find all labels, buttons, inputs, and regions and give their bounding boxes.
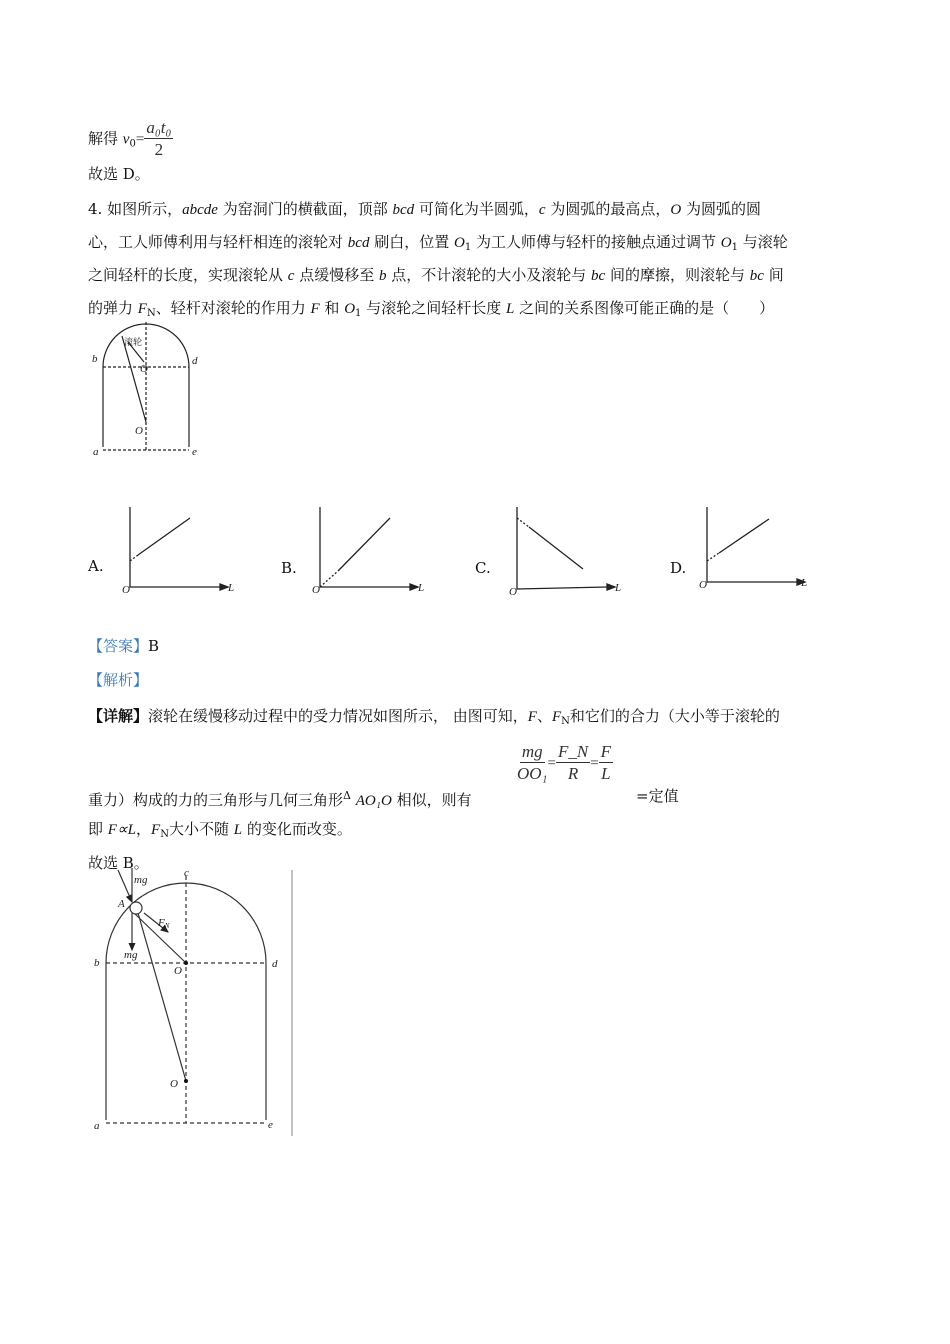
t: abcde	[182, 202, 218, 218]
t: bc	[591, 268, 606, 284]
d: L	[601, 764, 611, 783]
label-o1: O	[170, 1078, 178, 1090]
axis-label: L	[418, 582, 425, 594]
t: bcd	[392, 202, 415, 218]
axis-label: L	[228, 582, 235, 594]
frac-mg	[517, 742, 547, 785]
d: OO₁	[517, 764, 548, 783]
t: F	[551, 709, 562, 725]
label-a: a	[93, 446, 99, 458]
choose-d: 故选 D。	[88, 165, 150, 183]
n: F	[600, 742, 612, 761]
t: c	[538, 202, 546, 218]
denominator: 2	[154, 140, 164, 159]
t: 1	[731, 242, 738, 253]
roller-label: 滚轮	[124, 337, 143, 347]
q4-line2	[88, 232, 788, 258]
label-mg-top: mg	[134, 874, 148, 886]
t: 和它们的合力（大小等于滚轮的	[569, 707, 780, 725]
t: 的弹力	[88, 299, 138, 317]
t: 和	[319, 299, 345, 317]
label-mg: mg	[124, 949, 138, 961]
t: 点缓慢移至	[294, 266, 379, 284]
t: N	[160, 829, 169, 840]
option-b-label[interactable]: B.	[281, 559, 297, 577]
t: c	[287, 268, 295, 284]
t: L	[505, 301, 515, 317]
option-b-graph[interactable]	[310, 505, 425, 600]
origin-label: O	[122, 584, 130, 596]
label-o: O	[174, 965, 182, 977]
t: F	[158, 917, 165, 929]
t: N	[146, 308, 156, 319]
delta-symbol: Δ	[343, 789, 351, 802]
equals: =	[135, 131, 145, 148]
detail-line1	[88, 706, 780, 732]
t: N	[164, 922, 170, 930]
detail-line3	[88, 819, 352, 845]
origin-label: O	[312, 584, 320, 596]
t: F	[151, 822, 161, 838]
force-diagram	[88, 868, 298, 1143]
t: ，	[136, 820, 152, 838]
option-c-graph[interactable]	[507, 505, 622, 600]
t: 间的摩擦，则滚轮与	[605, 266, 750, 284]
label-o1: O	[135, 425, 143, 437]
eq: =	[547, 755, 556, 772]
t: O	[344, 301, 356, 317]
t: F	[310, 301, 320, 317]
ratio-formula	[517, 742, 613, 785]
t: 可简化为半圆弧，	[414, 200, 539, 218]
t: 相似，则有	[391, 791, 472, 809]
t: F	[527, 709, 537, 725]
q4-line4	[88, 298, 774, 324]
v0-symbol: v	[122, 131, 130, 148]
t: b	[379, 268, 387, 284]
t: 间	[763, 266, 784, 284]
arch-door-figure	[88, 322, 208, 462]
option-a-label[interactable]: A.	[88, 557, 104, 575]
q4-line3	[88, 265, 784, 286]
t: AO₁O	[355, 793, 392, 809]
t: O	[670, 202, 682, 218]
answer-tag: 【答案】	[88, 637, 149, 655]
t: 与滚轮之间轻杆长度	[361, 299, 506, 317]
axis-label: L	[615, 582, 622, 594]
label-o: O	[140, 363, 148, 375]
detail-line2	[88, 786, 472, 811]
axis-label: L	[801, 577, 808, 589]
t: 即	[88, 820, 108, 838]
label-e: e	[268, 1119, 273, 1131]
fraction	[144, 118, 173, 161]
label-fn	[157, 917, 170, 930]
t: 1	[355, 308, 362, 319]
t: 之间轻杆的长度，实现滚轮从	[88, 266, 288, 284]
t: 的变化而改变。	[242, 820, 352, 838]
t: 为工人师傅与轻杆的接触点通过调节	[471, 233, 721, 251]
t: 4. 如图所示，	[88, 200, 183, 218]
n: F_N	[557, 742, 589, 761]
label-d: d	[272, 958, 278, 970]
label-d: d	[192, 355, 198, 367]
t: 重力）构成的力的三角形与几何三角形	[88, 791, 344, 809]
t: L	[233, 822, 243, 838]
t: bc	[749, 268, 764, 284]
t: 为圆弧的圆	[681, 200, 761, 218]
sub: 0	[129, 138, 136, 150]
constant-text: =定值	[636, 787, 679, 805]
label-a: a	[94, 1120, 100, 1132]
answer-line	[88, 636, 159, 656]
label-b: b	[92, 353, 98, 365]
label-e: e	[192, 446, 197, 458]
frac-fn	[556, 742, 590, 785]
numerator: a₀t₀	[146, 118, 172, 137]
d: R	[567, 764, 579, 783]
option-c-label[interactable]: C.	[475, 559, 491, 577]
origin-label: O	[509, 586, 517, 598]
t: N	[561, 716, 570, 727]
t: F∝L	[107, 822, 137, 838]
label-c: c	[184, 867, 189, 879]
t: F	[137, 301, 147, 317]
t: 点，不计滚轮的大小及滚轮与	[386, 266, 592, 284]
t: 大小不随	[168, 820, 234, 838]
t: 与滚轮	[737, 233, 788, 251]
n: mg	[521, 742, 543, 761]
t: 、轻杆对滚轮的作用力	[155, 299, 311, 317]
label-a-point: A	[118, 898, 125, 910]
choose-b: 故选 B。	[88, 854, 149, 872]
option-d-label[interactable]: D.	[670, 559, 687, 577]
t: 1	[464, 242, 472, 253]
solve-line	[88, 118, 173, 161]
t: bcd	[347, 235, 370, 251]
t: 为圆弧的最高点，	[545, 200, 671, 218]
t: 心，工人师傅利用与轻杆相连的滚轮对	[88, 233, 348, 251]
answer-value: B	[148, 637, 160, 655]
text: 解得	[88, 129, 119, 148]
t: O	[720, 235, 732, 251]
t: 、	[536, 707, 552, 725]
t: 之间的关系图像可能正确的是（ ）	[514, 299, 775, 317]
t: 为窑洞门的横截面，顶部	[217, 200, 393, 218]
option-a-graph[interactable]	[120, 505, 235, 600]
option-d-graph[interactable]	[697, 505, 812, 600]
t: 滚轮在缓慢移动过程中的受力情况如图所示， 由图可知，	[148, 707, 528, 725]
label-b: b	[94, 957, 100, 969]
detail-tag: 【详解】	[88, 707, 149, 725]
t: 刷白，位置	[369, 233, 454, 251]
analysis-tag: 【解析】	[88, 671, 149, 689]
eq: =	[590, 755, 599, 772]
t: O	[454, 235, 465, 251]
origin-label: O	[699, 579, 707, 591]
frac-f	[599, 742, 613, 785]
q4-line1	[88, 199, 761, 220]
